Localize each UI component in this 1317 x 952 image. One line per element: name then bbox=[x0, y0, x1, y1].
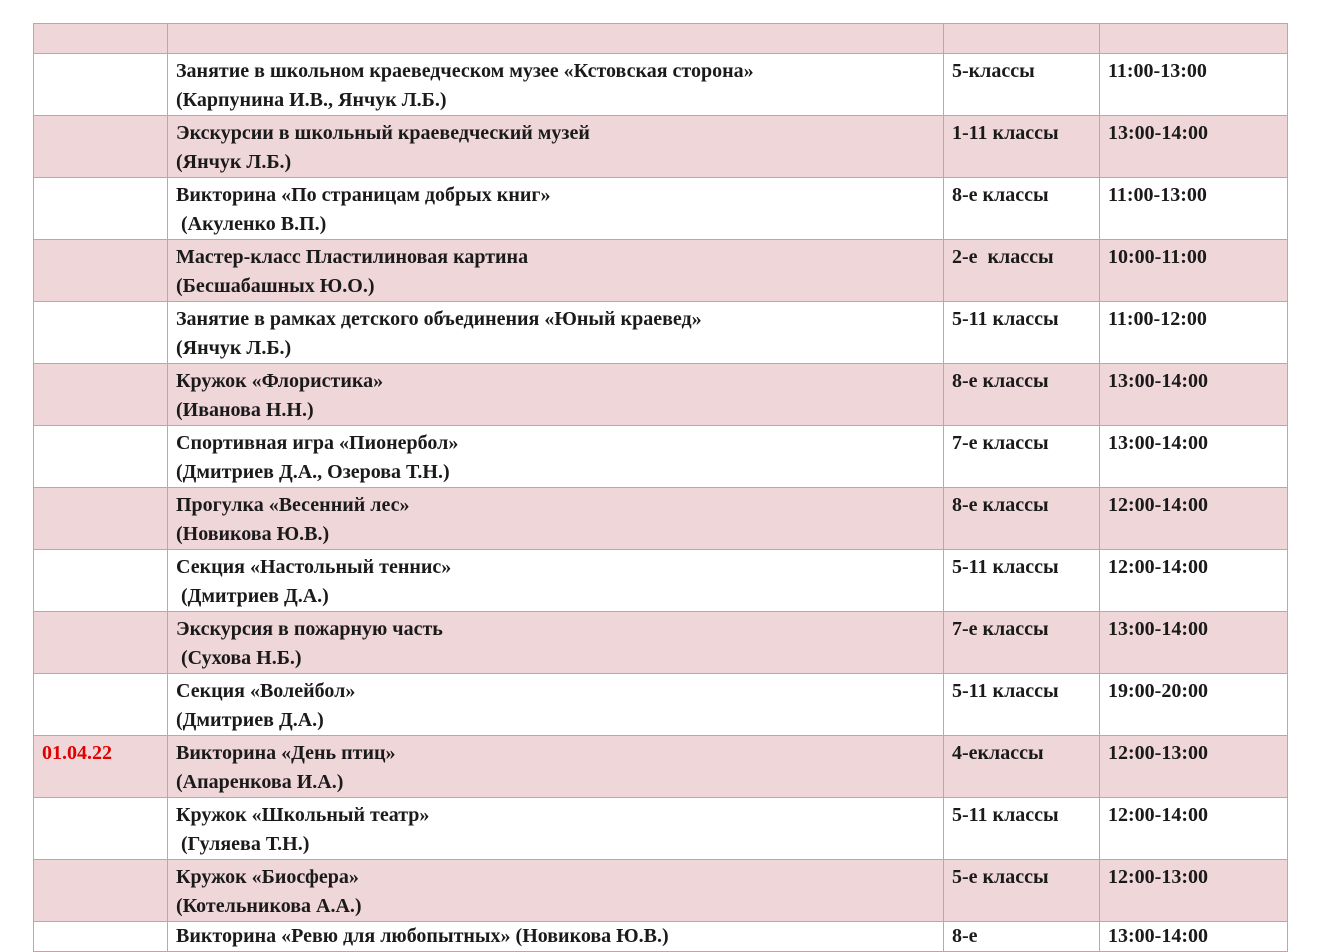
time-cell: 11:00-13:00 bbox=[1100, 54, 1288, 116]
time-cell: 12:00-13:00 bbox=[1100, 736, 1288, 798]
event-organizer: (Иванова Н.Н.) bbox=[176, 399, 314, 421]
table-row bbox=[34, 364, 1288, 426]
event-cell bbox=[168, 426, 944, 488]
event-cell bbox=[168, 116, 944, 178]
time-cell: 12:00-14:00 bbox=[1100, 798, 1288, 860]
table-row bbox=[34, 426, 1288, 488]
date-cell bbox=[34, 860, 168, 922]
classes-cell: 8-е bbox=[944, 922, 1100, 952]
event-organizer: (Новикова Ю.В.) bbox=[176, 523, 330, 545]
classes-cell: 1-11 классы bbox=[944, 116, 1100, 178]
classes-cell: 5-е классы bbox=[944, 860, 1100, 922]
event-organizer: (Карпунина И.В., Янчук Л.Б.) bbox=[176, 89, 447, 111]
classes-cell: 5-11 классы bbox=[944, 302, 1100, 364]
classes-cell: 8-е классы bbox=[944, 178, 1100, 240]
event-title: Экскурсии в школьный краеведческий музей bbox=[176, 122, 590, 144]
table-row bbox=[34, 302, 1288, 364]
table-row bbox=[34, 798, 1288, 860]
classes-cell: 7-е классы bbox=[944, 612, 1100, 674]
classes-cell: 4-еклассы bbox=[944, 736, 1100, 798]
event-organizer: (Бесшабашных Ю.О.) bbox=[176, 275, 375, 297]
date-cell bbox=[34, 612, 168, 674]
time-cell: 12:00-14:00 bbox=[1100, 488, 1288, 550]
event-title: Прогулка «Весенний лес» bbox=[176, 494, 410, 516]
event-title: Секция «Волейбол» bbox=[176, 680, 356, 702]
event-organizer: (Гуляева Т.Н.) bbox=[176, 833, 310, 855]
event-title: Кружок «Школьный театр» bbox=[176, 804, 430, 826]
time-cell: 12:00-14:00 bbox=[1100, 550, 1288, 612]
date-cell: 01.04.22 bbox=[34, 736, 168, 798]
time-cell: 13:00-14:00 bbox=[1100, 426, 1288, 488]
table-row bbox=[34, 178, 1288, 240]
event-title: Секция «Настольный теннис» bbox=[176, 556, 452, 578]
date-cell bbox=[34, 240, 168, 302]
header-date-cell bbox=[34, 24, 168, 54]
event-organizer: (Дмитриев Д.А., Озерова Т.Н.) bbox=[176, 461, 450, 483]
date-cell bbox=[34, 364, 168, 426]
event-cell bbox=[168, 488, 944, 550]
event-organizer: (Акуленко В.П.) bbox=[176, 213, 327, 235]
classes-cell: 5-классы bbox=[944, 54, 1100, 116]
event-title: Занятие в школьном краеведческом музее «Кстовская сторона» bbox=[176, 60, 754, 82]
table-row bbox=[34, 54, 1288, 116]
time-cell: 13:00-14:00 bbox=[1100, 612, 1288, 674]
time-cell: 11:00-13:00 bbox=[1100, 178, 1288, 240]
time-cell: 11:00-12:00 bbox=[1100, 302, 1288, 364]
time-cell: 13:00-14:00 bbox=[1100, 922, 1288, 952]
event-cell bbox=[168, 860, 944, 922]
event-cell bbox=[168, 54, 944, 116]
table-row bbox=[34, 488, 1288, 550]
table-row bbox=[34, 860, 1288, 922]
date-cell bbox=[34, 798, 168, 860]
time-cell: 12:00-13:00 bbox=[1100, 860, 1288, 922]
event-cell bbox=[168, 922, 944, 952]
table-row bbox=[34, 922, 1288, 952]
event-title: Викторина «День птиц» bbox=[176, 742, 396, 764]
event-cell bbox=[168, 798, 944, 860]
event-title: Кружок «Биосфера» bbox=[176, 866, 359, 888]
date-cell bbox=[34, 178, 168, 240]
event-organizer: (Апаренкова И.А.) bbox=[176, 771, 344, 793]
event-cell bbox=[168, 736, 944, 798]
event-cell bbox=[168, 302, 944, 364]
table-row bbox=[34, 116, 1288, 178]
date-cell bbox=[34, 426, 168, 488]
event-cell bbox=[168, 364, 944, 426]
table-row bbox=[34, 674, 1288, 736]
date-cell bbox=[34, 302, 168, 364]
event-cell bbox=[168, 178, 944, 240]
schedule-table bbox=[33, 23, 1288, 952]
classes-cell: 5-11 классы bbox=[944, 550, 1100, 612]
date-cell bbox=[34, 550, 168, 612]
event-title: Мастер-класс Пластилиновая картина bbox=[176, 246, 529, 268]
event-title: Викторина «По страницам добрых книг» bbox=[176, 184, 551, 206]
header-event-cell bbox=[168, 24, 944, 54]
date-cell bbox=[34, 922, 168, 952]
date-cell bbox=[34, 116, 168, 178]
event-title: Занятие в рамках детского объединения «Юный краевед» bbox=[176, 308, 702, 330]
time-cell: 10:00-11:00 bbox=[1100, 240, 1288, 302]
event-title: Викторина «Ревю для любопытных» (Новикова Ю.В.) bbox=[176, 925, 669, 947]
event-cell bbox=[168, 550, 944, 612]
table-row bbox=[34, 550, 1288, 612]
classes-cell: 8-е классы bbox=[944, 488, 1100, 550]
table-header-row bbox=[34, 24, 1288, 54]
event-title: Экскурсия в пожарную часть bbox=[176, 618, 443, 640]
time-cell: 13:00-14:00 bbox=[1100, 364, 1288, 426]
date-cell bbox=[34, 54, 168, 116]
event-organizer: (Котельникова А.А.) bbox=[176, 895, 362, 917]
table-row bbox=[34, 240, 1288, 302]
classes-cell: 7-е классы bbox=[944, 426, 1100, 488]
classes-cell: 5-11 классы bbox=[944, 674, 1100, 736]
time-cell: 19:00-20:00 bbox=[1100, 674, 1288, 736]
event-cell bbox=[168, 674, 944, 736]
event-title: Кружок «Флористика» bbox=[176, 370, 384, 392]
classes-cell: 8-е классы bbox=[944, 364, 1100, 426]
table-row bbox=[34, 736, 1288, 798]
event-organizer: (Янчук Л.Б.) bbox=[176, 337, 292, 359]
event-organizer: (Сухова Н.Б.) bbox=[176, 647, 302, 669]
date-cell bbox=[34, 488, 168, 550]
header-time-cell bbox=[1100, 24, 1288, 54]
header-classes-cell bbox=[944, 24, 1100, 54]
event-cell bbox=[168, 612, 944, 674]
classes-cell: 2-е классы bbox=[944, 240, 1100, 302]
event-cell bbox=[168, 240, 944, 302]
event-organizer: (Дмитриев Д.А.) bbox=[176, 585, 329, 607]
event-title: Спортивная игра «Пионербол» bbox=[176, 432, 459, 454]
time-cell: 13:00-14:00 bbox=[1100, 116, 1288, 178]
classes-cell: 5-11 классы bbox=[944, 798, 1100, 860]
table-row bbox=[34, 612, 1288, 674]
date-cell bbox=[34, 674, 168, 736]
event-organizer: (Янчук Л.Б.) bbox=[176, 151, 292, 173]
event-organizer: (Дмитриев Д.А.) bbox=[176, 709, 324, 731]
